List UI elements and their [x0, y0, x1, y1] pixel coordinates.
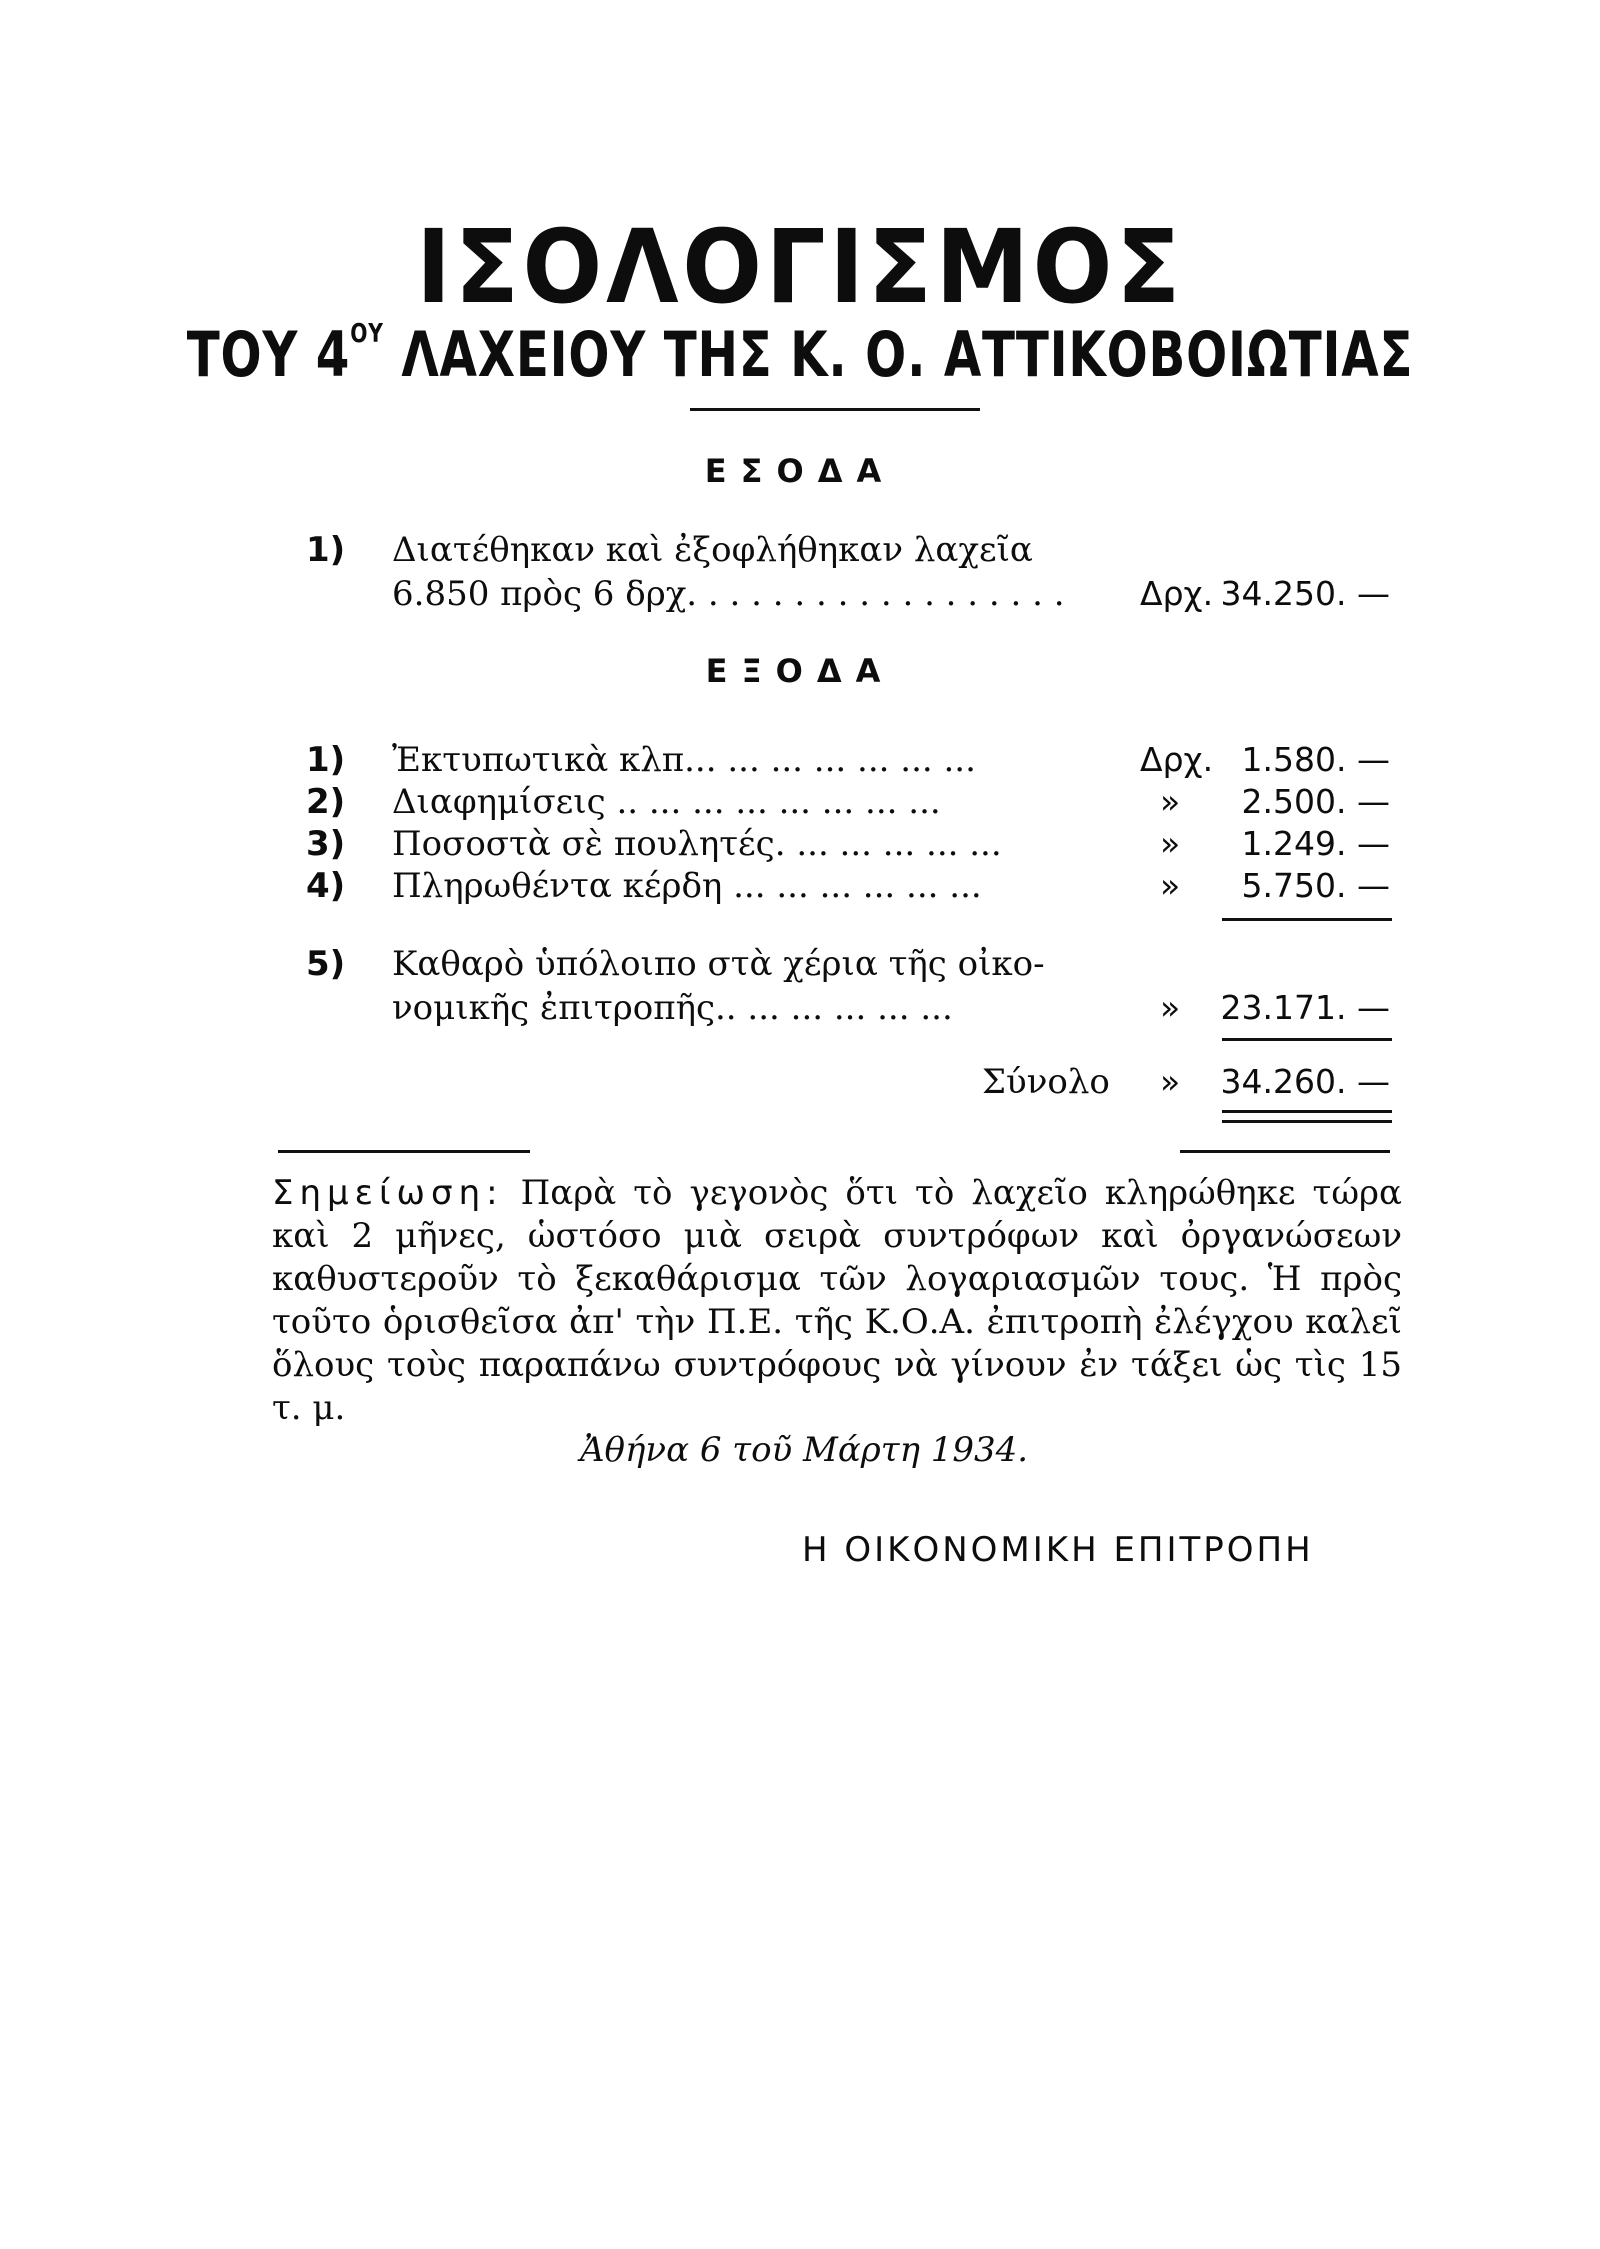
expense-number: 1): [306, 740, 346, 780]
subtitle-rest: ΛΑΧΕΙΟΥ ΤΗΣ Κ. Ο. ΑΤΤΙΚΟΒΟΙΩΤΙΑΣ: [383, 318, 1414, 391]
expenses-heading: ΕΞΟΔΑ: [705, 652, 895, 690]
subtitle-underline: [690, 408, 980, 411]
income-item-number: 1): [306, 530, 346, 570]
total-label: Σύνολο: [982, 1062, 1110, 1102]
signature: Η ΟΙΚΟΝΟΜΙΚΗ ΕΠΙΤΡΟΠΗ: [802, 1530, 1314, 1570]
balance-amount: 23.171. —: [1220, 988, 1390, 1027]
subtitle-prefix: ΤΟΥ 4: [186, 318, 351, 391]
expense-number: 4): [306, 866, 346, 906]
expense-currency: »: [1160, 782, 1181, 821]
total-double-rule-bottom: [1222, 1120, 1392, 1123]
total-rule: [1222, 1038, 1392, 1041]
expense-currency: Δρχ.: [1140, 740, 1214, 779]
note-lead: Σημείωση:: [272, 1173, 504, 1213]
income-heading: ΕΣΟΔΑ: [704, 452, 896, 490]
income-item-line1: Διατέθηκαν καὶ ἐξοφλήθηκαν λαχεῖα: [392, 530, 1033, 570]
document-title: ΙΣΟΛΟΓΙΣΜΟΣ: [416, 208, 1184, 327]
balance-currency: »: [1160, 988, 1181, 1027]
note-paragraph: [272, 1172, 1402, 1430]
document-date: Ἀθήνα 6 τοῦ Μάρτη 1934.: [580, 1430, 1029, 1470]
expense-amount: 2.500. —: [1241, 782, 1390, 821]
income-item-amount: 34.250. —: [1220, 574, 1390, 613]
note-divider-right: [1180, 1150, 1390, 1153]
balance-number: 5): [306, 944, 346, 984]
total-double-rule-top: [1222, 1110, 1392, 1113]
expense-currency: »: [1160, 824, 1181, 863]
total-amount: 34.260. —: [1220, 1062, 1390, 1101]
balance-line1: Καθαρὸ ὑπόλοιπο στὰ χέρια τῆς οἰκο-: [392, 944, 1045, 984]
expense-label: Πληρωθέντα κέρδη ... ... ... ... ... ...: [392, 866, 982, 906]
expense-label: Διαφημίσεις .. ... ... ... ... ... ... ...: [392, 782, 941, 822]
document-subtitle: [176, 318, 1424, 391]
note-body: Παρὰ τὸ γεγονὸς ὅτι τὸ λαχεῖο κληρώθηκε τώρα καὶ 2 μῆνες, ὡστόσο μιὰ σειρὰ συντρόφων καὶ ὀργανώσεων καθυστεροῦν τὸ ξεκαθάρισμα τῶν λογαριασμῶν τους. Ἡ πρὸς τοῦτο ὁρισθεῖσα ἀπ' τὴν Π.Ε. τῆς Κ.Ο.Α. ἐπιτροπὴ ἐλέγχου καλεῖ ὅλους τοὺς παραπάνω συντρόφους νὰ γίνουν ἐν τάξει ὡς τὶς 15 τ. μ.: [272, 1173, 1402, 1428]
expense-number: 3): [306, 824, 346, 864]
expense-label: Ἐκτυπωτικὰ κλπ... ... ... ... ... ... ...: [392, 740, 976, 780]
expense-amount: 1.249. —: [1241, 824, 1390, 863]
expense-currency: »: [1160, 866, 1181, 905]
total-currency: »: [1160, 1062, 1181, 1101]
expense-amount: 1.580. —: [1241, 740, 1390, 779]
income-item-line2: 6.850 πρὸς 6 δρχ. . . . . . . . . . . . . . . . . .: [392, 574, 1065, 614]
subtitle-ordinal: ΟΥ: [350, 319, 384, 349]
expense-amount: 5.750. —: [1241, 866, 1390, 905]
subtotal-rule: [1222, 918, 1392, 921]
expense-number: 2): [306, 782, 346, 822]
note-divider-left: [278, 1150, 530, 1153]
balance-line2: νομικῆς ἐπιτροπῆς.. ... ... ... ... ...: [392, 988, 953, 1028]
expense-label: Ποσοστὰ σὲ πουλητές. ... ... ... ... ...: [392, 824, 1002, 864]
income-item-currency: Δρχ.: [1140, 574, 1214, 613]
